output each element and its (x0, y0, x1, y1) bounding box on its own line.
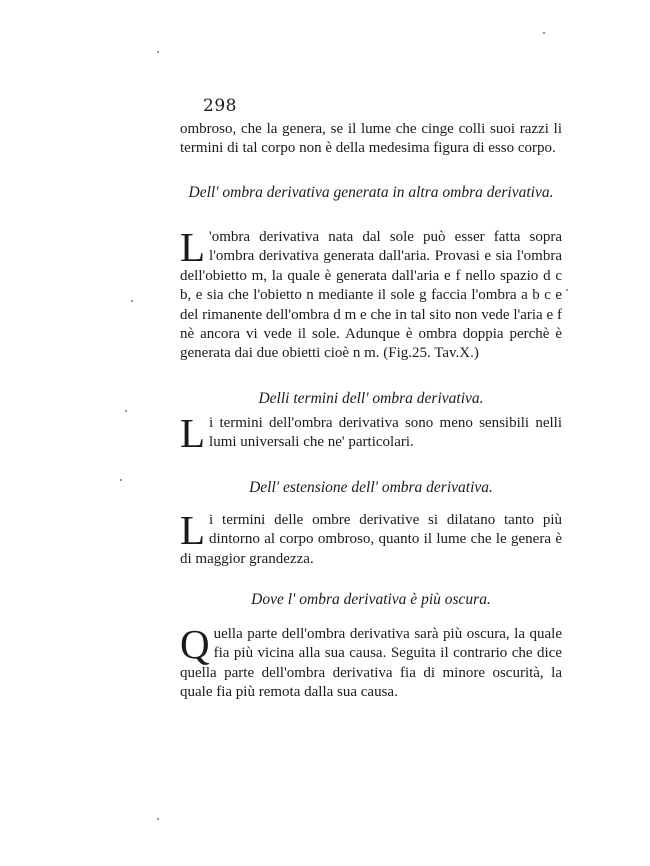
section-paragraph (180, 621, 562, 703)
dropcap: L (180, 410, 206, 456)
speck (157, 51, 159, 53)
section-paragraph (180, 507, 562, 569)
section-heading: Dell' estensione dell' ombra derivativa. (249, 479, 493, 496)
speck (566, 289, 568, 291)
speck (120, 479, 122, 481)
section-heading: Dell' ombra derivativa generata in altra ombra derivativa. (188, 184, 554, 201)
section-paragraph (180, 224, 562, 364)
paragraph-text: 'ombra derivativa nata dal sole può esser fatta sopra l'ombra derivativa generata dall'aria. Provasi e sia l'ombra dell'obietto m, la quale è generata dall'aria e f nello spazio d c b, e sia che l'obietto n mediante il sole g faccia l'ombra a b c e del rimanente dell'ombra d m e che in tal sito non vede l'aria e f nè ancora vi vede il sole. Adunque è ombra doppia perchè è generata dai due obietti cioè n m. (Fig.25. Tav.X.) (180, 229, 562, 362)
page-number: 298 (203, 96, 237, 116)
section-heading: Dove l' ombra derivativa è più oscura. (251, 591, 491, 608)
paragraph-text: i termini delle ombre derivative si dilatano tanto più dintorno al corpo ombroso, quanto il lume che le genera è di maggior grandezza. (180, 512, 562, 567)
paragraph-text: ombroso, che la genera, se il lume che cinge colli suoi razzi li termini di tal corpo non è della medesima figura di esso corpo. (180, 121, 562, 157)
speck (157, 818, 159, 820)
dropcap: L (180, 224, 206, 270)
section-heading: Delli termini dell' ombra derivativa. (258, 390, 484, 407)
speck (131, 300, 133, 302)
section-paragraph (180, 410, 562, 456)
dropcap: Q (180, 621, 210, 667)
paragraph-continuation (180, 120, 562, 159)
dropcap: L (180, 507, 206, 553)
paragraph-text: i termini dell'ombra derivativa sono meno sensibili nelli lumi universali che ne' particolari. (209, 415, 562, 451)
paragraph-text: uella parte dell'ombra derivativa sarà più oscura, la quale fia più vicina alla sua causa. Seguita il contrario che dice quella parte dell'ombra derivativa fia di minore oscurità, la quale fia più remota dalla sua causa. (180, 626, 562, 701)
speck (125, 410, 127, 412)
speck (543, 32, 545, 34)
